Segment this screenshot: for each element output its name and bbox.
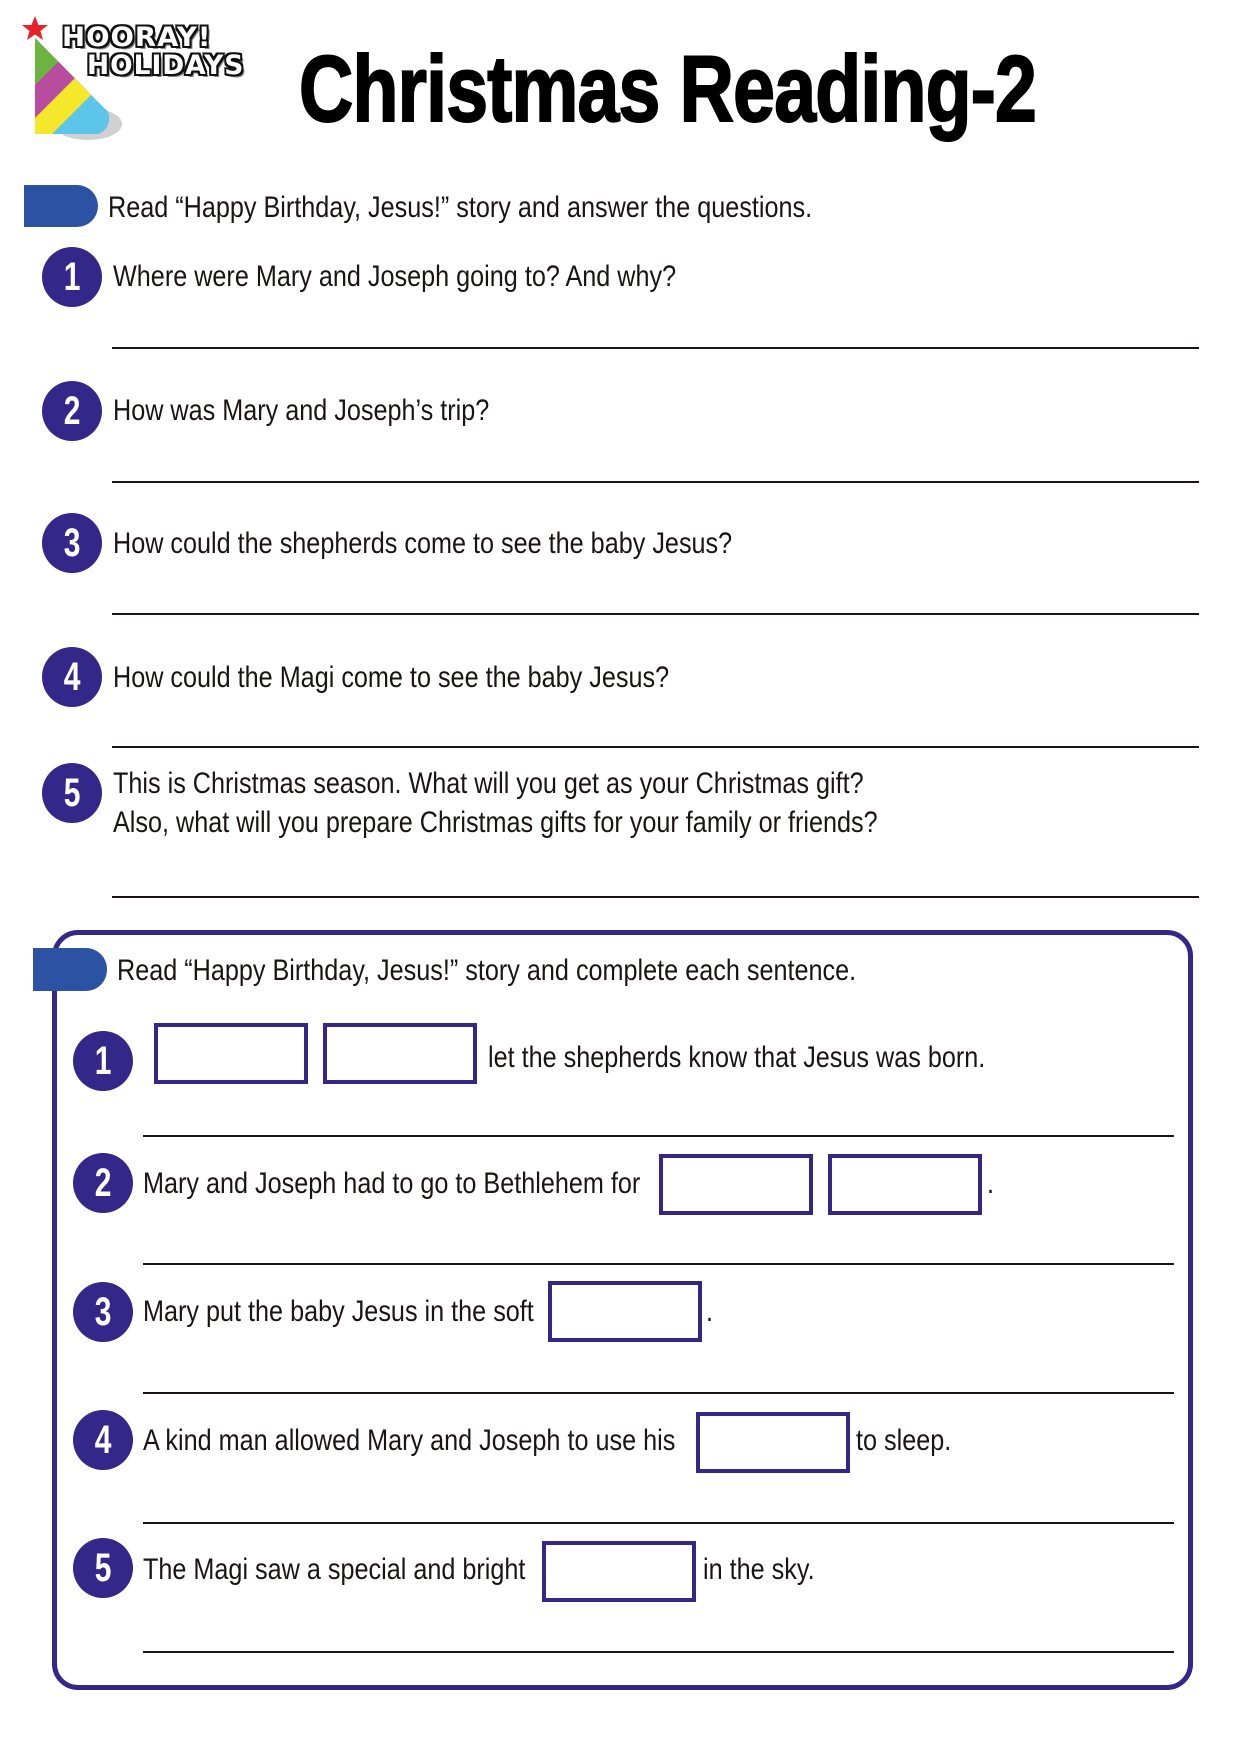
- question-4-number: 4: [63, 655, 81, 699]
- question-3-answer-line[interactable]: [112, 613, 1199, 615]
- star-icon: [22, 16, 48, 40]
- sentence-1-answer-line[interactable]: [143, 1135, 1174, 1137]
- logo-text-holidays: HOLIDAYS: [87, 50, 245, 81]
- question-2-number-badge: [42, 381, 102, 441]
- sentence-1-number: 1: [94, 1039, 112, 1083]
- sentence-5-number-badge: [73, 1538, 133, 1598]
- hooray-holidays-logo: [0, 0, 270, 150]
- question-4-number-badge: [42, 647, 102, 707]
- sentence-2-blank-1[interactable]: [659, 1154, 813, 1215]
- sentence-4-blank[interactable]: [696, 1412, 850, 1473]
- section-2-tab-marker: [33, 948, 107, 991]
- question-1-number: 1: [63, 255, 81, 299]
- question-1-answer-line[interactable]: [112, 347, 1199, 349]
- section-2-instruction: Read “Happy Birthday, Jesus!” story and complete each sentence.: [117, 954, 857, 987]
- question-2-answer-line[interactable]: [112, 481, 1199, 483]
- sentence-1-blank-2[interactable]: [323, 1023, 477, 1084]
- sentence-4-number: 4: [94, 1418, 112, 1462]
- sentence-3-number-badge: [73, 1282, 133, 1342]
- sentence-5-number: 5: [94, 1546, 112, 1590]
- sentence-3-answer-line[interactable]: [143, 1392, 1174, 1394]
- sentence-3-number: 3: [94, 1290, 112, 1334]
- question-5-text-line-1: This is Christmas season. What will you get as your Christmas gift?: [113, 767, 864, 800]
- sentence-3-blank[interactable]: [548, 1281, 702, 1342]
- logo-text-hooray: HOORAY!: [62, 22, 212, 53]
- question-2-text: How was Mary and Joseph’s trip?: [113, 394, 490, 427]
- sentence-4-text-before: A kind man allowed Mary and Joseph to use his: [143, 1424, 676, 1457]
- sentence-4-answer-line[interactable]: [143, 1522, 1174, 1524]
- sentence-5-text-before: The Magi saw a special and bright: [143, 1553, 526, 1586]
- question-3-text: How could the shepherds come to see the baby Jesus?: [113, 527, 733, 560]
- question-3-number: 3: [63, 521, 81, 565]
- sentence-5-answer-line[interactable]: [143, 1651, 1174, 1653]
- question-1-number-badge: [42, 247, 102, 307]
- sentence-4-text-after: to sleep.: [856, 1424, 952, 1457]
- section-1-instruction: Read “Happy Birthday, Jesus!” story and answer the questions.: [108, 191, 813, 224]
- question-4-answer-line[interactable]: [112, 746, 1199, 748]
- sentence-2-number: 2: [94, 1161, 112, 1205]
- sentence-4-number-badge: [73, 1410, 133, 1470]
- question-5-number: 5: [63, 771, 81, 815]
- sentence-2-text-after: .: [987, 1167, 995, 1200]
- sentence-5-text-after: in the sky.: [703, 1553, 815, 1586]
- sentence-5-blank[interactable]: [542, 1541, 696, 1602]
- question-1-text: Where were Mary and Joseph going to? And why?: [113, 260, 677, 293]
- question-5-answer-line[interactable]: [112, 896, 1199, 898]
- sentence-3-text-before: Mary put the baby Jesus in the soft: [143, 1295, 534, 1328]
- sentence-2-number-badge: [73, 1153, 133, 1213]
- sentence-2-answer-line[interactable]: [143, 1263, 1174, 1265]
- question-5-text-line-2: Also, what will you prepare Christmas gifts for your family or friends?: [113, 806, 878, 839]
- question-5-number-badge: [42, 763, 102, 823]
- sentence-3-text-after: .: [706, 1295, 714, 1328]
- question-3-number-badge: [42, 513, 102, 573]
- sentence-2-blank-2[interactable]: [828, 1154, 982, 1215]
- question-4-text: How could the Magi come to see the baby Jesus?: [113, 661, 670, 694]
- sentence-1-text-after: let the shepherds know that Jesus was born.: [488, 1041, 986, 1074]
- sentence-1-blank-1[interactable]: [154, 1023, 308, 1084]
- sentence-1-number-badge: [73, 1031, 133, 1091]
- sentence-2-text-before: Mary and Joseph had to go to Bethlehem for: [143, 1167, 641, 1200]
- section-1-tab-marker: [24, 185, 98, 227]
- page-title: Christmas Reading-2: [299, 36, 1036, 141]
- question-2-number: 2: [63, 389, 81, 433]
